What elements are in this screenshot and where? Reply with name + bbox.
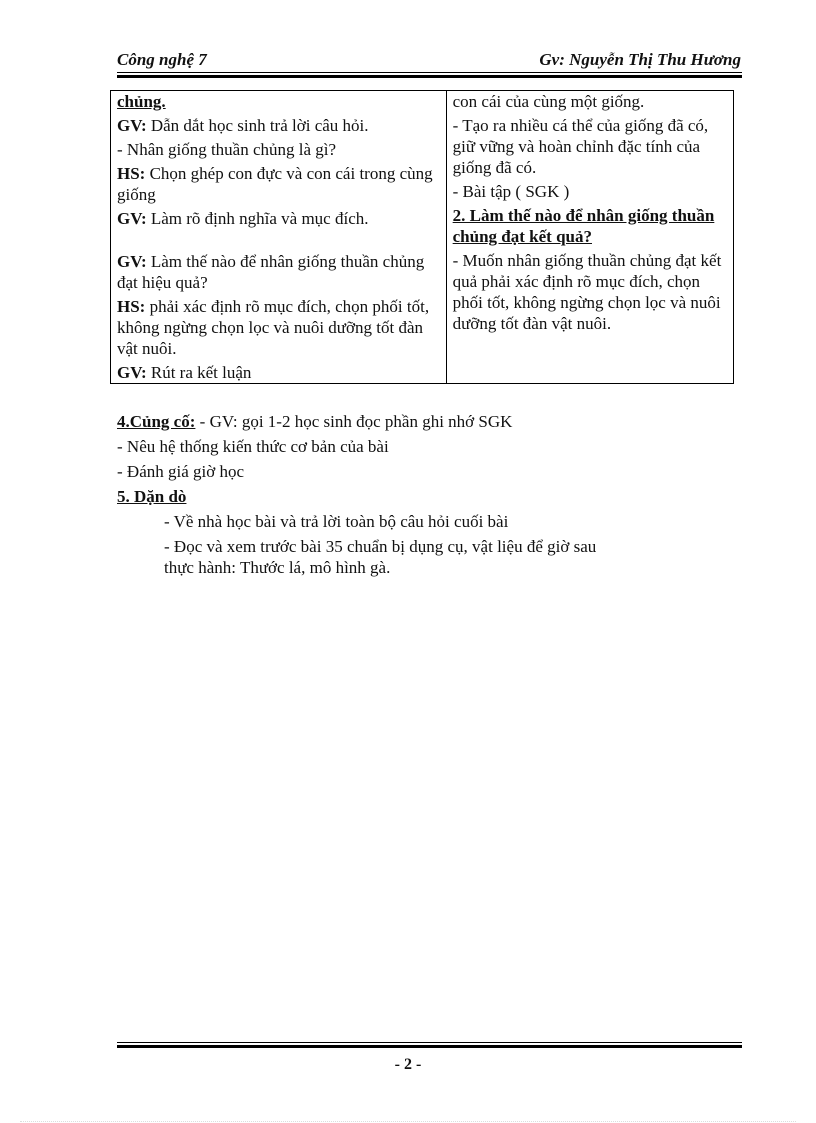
gv-label: GV: bbox=[117, 363, 147, 382]
hs-label: HS: bbox=[117, 297, 146, 316]
footer-rule-thin bbox=[117, 1042, 742, 1043]
section-2-heading: 2. Làm thế nào để nhân giống thuần chủng đạt kết quả? bbox=[452, 206, 715, 246]
left-line-0: chủng. bbox=[117, 92, 166, 111]
right-line-2: - Bài tập ( SGK ) bbox=[452, 182, 570, 201]
teacher-activity-cell bbox=[111, 91, 447, 384]
lesson-table bbox=[110, 90, 734, 384]
left-line-4: Làm rõ định nghĩa và mục đích. bbox=[146, 209, 369, 228]
header-teacher: Gv: Nguyễn Thị Thu Hương bbox=[539, 50, 741, 69]
header-subject: Công nghệ 7 bbox=[117, 50, 207, 69]
left-line-7: Rút ra kết luận bbox=[146, 363, 252, 382]
header-rule-thin bbox=[117, 72, 742, 73]
footer-rule-thick bbox=[117, 1045, 742, 1048]
dan-do-heading: 5. Dặn dò bbox=[117, 487, 187, 506]
right-line-1: - Tạo ra nhiều cá thể của giống đã có, giữ vững và hoàn chỉnh đặc tính của giống đã có. bbox=[452, 116, 709, 177]
cung-co-heading: 4.Củng cố: bbox=[117, 412, 196, 431]
page-edge bbox=[20, 1121, 796, 1122]
page-number: - 2 - bbox=[394, 1056, 422, 1073]
dan-do-item-2-cont: thực hành: Thước lá, mô hình gà. bbox=[164, 558, 391, 577]
page-header bbox=[117, 50, 741, 72]
left-line-5: Làm thế nào để nhân giống thuần chủng đạt hiệu quả? bbox=[117, 252, 425, 292]
gv-label: GV: bbox=[117, 116, 147, 135]
left-line-1: Dẫn dắt học sinh trả lời câu hỏi. bbox=[146, 116, 369, 135]
header-rule-thick bbox=[117, 75, 742, 78]
gv-label: GV: bbox=[117, 209, 147, 228]
spacer bbox=[117, 232, 440, 251]
cung-co-item: - Đánh giá giờ học bbox=[117, 462, 245, 481]
content-cell bbox=[446, 91, 733, 384]
table-row bbox=[111, 91, 734, 384]
cung-co-text: - GV: gọi 1-2 học sinh đọc phần ghi nhớ SGK bbox=[195, 412, 513, 431]
dan-do-item-2: - Đọc và xem trước bài 35 chuẩn bị dụng cụ, vật liệu để giờ sau bbox=[164, 537, 597, 556]
cung-co-item: - Nêu hệ thống kiến thức cơ bản của bài bbox=[117, 437, 389, 456]
right-line-0: con cái của cùng một giống. bbox=[452, 92, 645, 111]
hs-label: HS: bbox=[117, 164, 146, 183]
closing-sections bbox=[117, 411, 737, 578]
left-line-2: - Nhân giống thuần chủng là gì? bbox=[117, 140, 337, 159]
dan-do-item-1: - Về nhà học bài và trả lời toàn bộ câu hỏi cuối bài bbox=[164, 512, 509, 531]
gv-label: GV: bbox=[117, 252, 147, 271]
left-line-6: phải xác định rõ mục đích, chọn phối tốt, không ngừng chọn lọc và nuôi dưỡng tốt đàn vật nuôi. bbox=[117, 297, 430, 358]
right-line-4: - Muốn nhân giống thuần chủng đạt kết quả phải xác định rõ mục đích, chọn phối tốt, không ngừng chọn lọc và nuôi dưỡng tốt đàn vật nuôi. bbox=[452, 251, 722, 333]
left-line-3: Chọn ghép con đực và con cái trong cùng giống bbox=[117, 164, 433, 204]
